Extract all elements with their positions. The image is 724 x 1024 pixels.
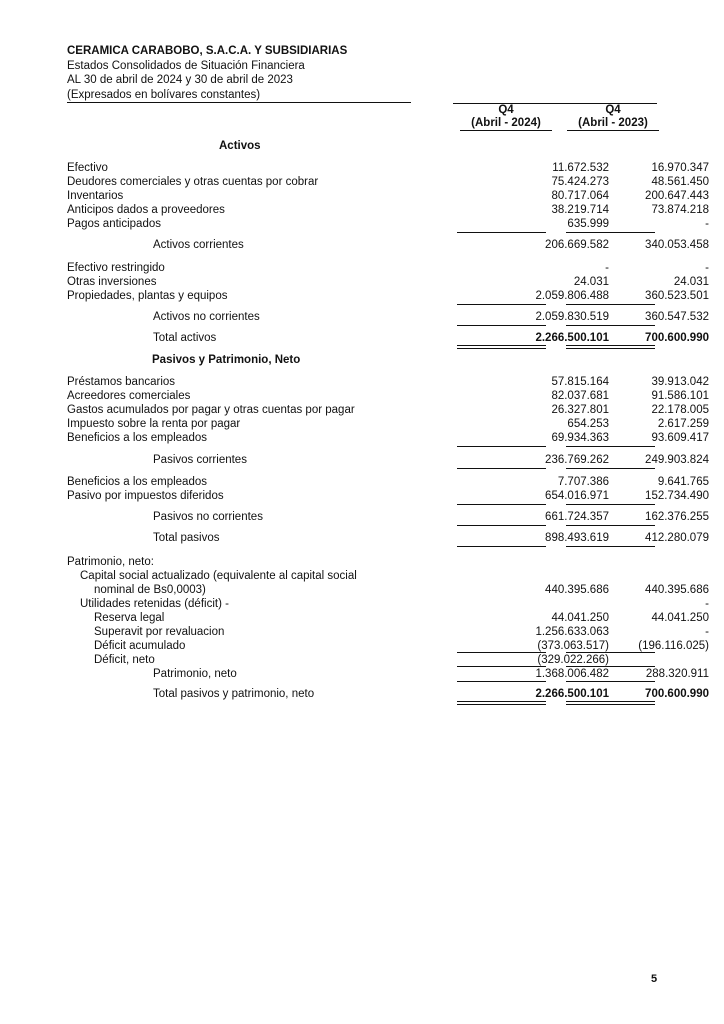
value-2023: 93.609.417 <box>651 432 709 444</box>
date-range: AL 30 de abril de 2024 y 30 de abril de 2023 <box>67 74 293 86</box>
table-row <box>67 203 709 217</box>
row-label: Efectivo restringido <box>67 262 165 274</box>
row-label: Anticipos dados a proveedores <box>67 204 225 216</box>
value-2024: 7.707.386 <box>557 476 609 488</box>
table-row <box>67 653 657 667</box>
value-2024: 2.059.830.519 <box>535 311 609 323</box>
value-2024: 2.266.500.101 <box>535 688 609 700</box>
value-2023: 16.970.347 <box>651 162 709 174</box>
row-label: Deudores comerciales y otras cuentas por cobrar <box>67 176 319 188</box>
value-2024: 1.256.633.063 <box>535 626 609 638</box>
subtotal-row <box>67 310 709 324</box>
table-row <box>67 597 709 611</box>
table-row <box>67 569 657 583</box>
row-label: Pasivos corrientes <box>153 454 247 466</box>
row-label: Propiedades, plantas y equipos <box>67 290 228 302</box>
value-2023: - <box>705 218 709 230</box>
row-label: Pagos anticipados <box>67 218 161 230</box>
subtotal-rule <box>457 681 546 682</box>
value-2023: 39.913.042 <box>651 376 709 388</box>
row-label: Reserva legal <box>94 612 165 624</box>
subtotal-rule <box>457 468 546 469</box>
total-double-rule <box>457 345 546 349</box>
table-row <box>67 583 709 597</box>
value-2023: - <box>705 626 709 638</box>
value-2023: 249.903.824 <box>645 454 709 466</box>
units-note: (Expresados en bolívares constantes) <box>67 88 411 104</box>
value-2024: 57.815.164 <box>551 376 609 388</box>
row-label: Utilidades retenidas (déficit) - <box>80 598 229 610</box>
value-2024: 1.368.006.482 <box>535 668 609 680</box>
value-2023: 700.600.990 <box>645 332 709 344</box>
document-header <box>67 44 411 103</box>
table-row <box>67 217 709 231</box>
value-2023: 2.617.259 <box>657 418 709 430</box>
table-row <box>67 175 709 189</box>
table-row <box>67 161 709 175</box>
column-2023 <box>567 104 659 131</box>
table-row <box>67 189 709 203</box>
value-2023: 9.641.765 <box>657 476 709 488</box>
row-label: Total pasivos <box>153 532 220 544</box>
value-2023: 200.647.443 <box>645 190 709 202</box>
value-2024: 898.493.619 <box>545 532 609 544</box>
column-quarter: Q4 <box>498 104 514 116</box>
column-period: (Abril - 2024) <box>460 117 552 131</box>
row-label: Capital social actualizado (equivalente al capital social <box>80 570 357 582</box>
value-2024: 26.327.801 <box>551 404 609 416</box>
value-2024: 80.717.064 <box>551 190 609 202</box>
total-double-rule <box>457 701 546 705</box>
section-title-liabilities: Pasivos y Patrimonio, Neto <box>152 354 301 366</box>
total-row <box>67 687 709 701</box>
value-2023: 24.031 <box>673 276 709 288</box>
table-row <box>67 389 709 403</box>
value-2024: (373.063.517) <box>537 640 609 652</box>
subtotal-rule <box>566 504 655 505</box>
value-2023: 412.280.079 <box>645 532 709 544</box>
value-2023: 152.734.490 <box>645 490 709 502</box>
value-2024: 11.672.532 <box>552 162 609 174</box>
row-label: Activos corrientes <box>153 239 244 251</box>
row-label: Patrimonio, neto: <box>67 556 154 568</box>
value-2023: 162.376.255 <box>645 511 709 523</box>
value-2024: 206.669.582 <box>545 239 609 251</box>
value-2023: - <box>705 598 709 610</box>
value-2024: 69.934.363 <box>551 432 609 444</box>
total-row <box>67 531 709 545</box>
value-2023: 700.600.990 <box>645 688 709 700</box>
subtotal-rule <box>566 304 655 305</box>
subtotal-rule <box>457 525 546 526</box>
company-name: CERAMICA CARABOBO, S.A.C.A. Y SUBSIDIARIAS <box>67 45 348 57</box>
value-2023: 44.041.250 <box>651 612 709 624</box>
table-row <box>67 611 709 625</box>
table-row <box>67 475 709 489</box>
row-label: Beneficios a los empleados <box>67 476 207 488</box>
row-label: Gastos acumulados por pagar y otras cuentas por pagar <box>67 404 355 416</box>
subtotal-rule <box>566 468 655 469</box>
value-2024: 661.724.357 <box>545 511 609 523</box>
value-2023: - <box>705 262 709 274</box>
value-2024: (329.022.266) <box>537 654 609 666</box>
subtotal-rule <box>566 546 655 547</box>
subtotal-rule <box>457 232 546 233</box>
value-2023: 360.547.532 <box>645 311 709 323</box>
row-label: Superavit por revaluacion <box>94 626 225 638</box>
row-label: Efectivo <box>67 162 108 174</box>
row-label: Inventarios <box>67 190 124 202</box>
row-label: Patrimonio, neto <box>153 668 237 680</box>
row-label: Otras inversiones <box>67 276 157 288</box>
value-2024: 2.059.806.488 <box>535 290 609 302</box>
row-label: Activos no corrientes <box>153 311 260 323</box>
section-title-assets: Activos <box>219 140 261 152</box>
subtotal-rule <box>457 546 546 547</box>
value-2023: (196.116.025) <box>638 640 709 652</box>
row-label: Pasivo por impuestos diferidos <box>67 490 224 502</box>
table-row <box>67 275 709 289</box>
page-number: 5 <box>651 973 658 985</box>
subtotal-rule <box>457 446 546 447</box>
row-label: Total activos <box>153 332 217 344</box>
subtotal-rule <box>566 681 655 682</box>
value-2024: 236.769.262 <box>545 454 609 466</box>
value-2024: 635.999 <box>567 218 609 230</box>
statement-title: Estados Consolidados de Situación Financiera <box>67 59 305 72</box>
value-2024: - <box>605 262 609 274</box>
subtotal-row <box>67 510 709 524</box>
table-row <box>67 417 709 431</box>
value-2023: 22.178.005 <box>651 404 709 416</box>
table-row <box>67 639 709 653</box>
value-2024: 654.016.971 <box>545 490 609 502</box>
row-label: Préstamos bancarios <box>67 376 176 388</box>
value-2024: 24.031 <box>573 276 609 288</box>
value-2023: 73.874.218 <box>651 204 709 216</box>
subtotal-rule <box>457 304 546 305</box>
table-row <box>67 625 709 639</box>
subtotal-row <box>67 667 709 681</box>
total-row <box>67 331 709 345</box>
value-2024: 44.041.250 <box>551 612 609 624</box>
value-2023: 360.523.501 <box>645 290 709 302</box>
subtotal-rule <box>566 232 655 233</box>
row-label: Impuesto sobre la renta por pagar <box>67 418 241 430</box>
subtotal-row <box>67 453 709 467</box>
subtotal-rule <box>457 504 546 505</box>
equity-heading-row <box>67 555 657 569</box>
value-2024: 2.266.500.101 <box>535 332 609 344</box>
row-label: Déficit acumulado <box>94 640 186 652</box>
value-2023: 440.395.686 <box>645 584 709 596</box>
value-2024: 440.395.686 <box>545 584 609 596</box>
value-2024: 38.219.714 <box>551 204 609 216</box>
row-label: Beneficios a los empleados <box>67 432 207 444</box>
table-row <box>67 489 709 503</box>
total-double-rule <box>566 701 655 705</box>
row-label: Acreedores comerciales <box>67 390 191 402</box>
value-2024: 654.253 <box>567 418 609 430</box>
subtotal-rule <box>457 325 546 326</box>
total-double-rule <box>566 345 655 349</box>
row-label: Pasivos no corrientes <box>153 511 263 523</box>
value-2024: 75.424.273 <box>551 176 609 188</box>
table-row <box>67 431 709 445</box>
value-2023: 48.561.450 <box>651 176 709 188</box>
table-row <box>67 261 709 275</box>
value-2023: 340.053.458 <box>645 239 709 251</box>
value-2023: 288.320.911 <box>645 668 709 680</box>
subtotal-rule <box>566 525 655 526</box>
column-2024 <box>460 104 552 131</box>
value-2024: 82.037.681 <box>551 390 609 402</box>
column-headers <box>453 103 657 129</box>
row-label: nominal de Bs0,0003) <box>94 584 206 596</box>
subtotal-rule <box>566 446 655 447</box>
subtotal-row <box>67 238 709 252</box>
row-label: Déficit, neto <box>94 654 155 666</box>
value-2023: 91.586.101 <box>651 390 709 402</box>
table-row <box>67 403 709 417</box>
table-row <box>67 289 709 303</box>
subtotal-rule <box>566 325 655 326</box>
column-quarter: Q4 <box>605 104 621 116</box>
table-row <box>67 375 709 389</box>
column-period: (Abril - 2023) <box>567 117 659 131</box>
row-label: Total pasivos y patrimonio, neto <box>153 688 315 700</box>
